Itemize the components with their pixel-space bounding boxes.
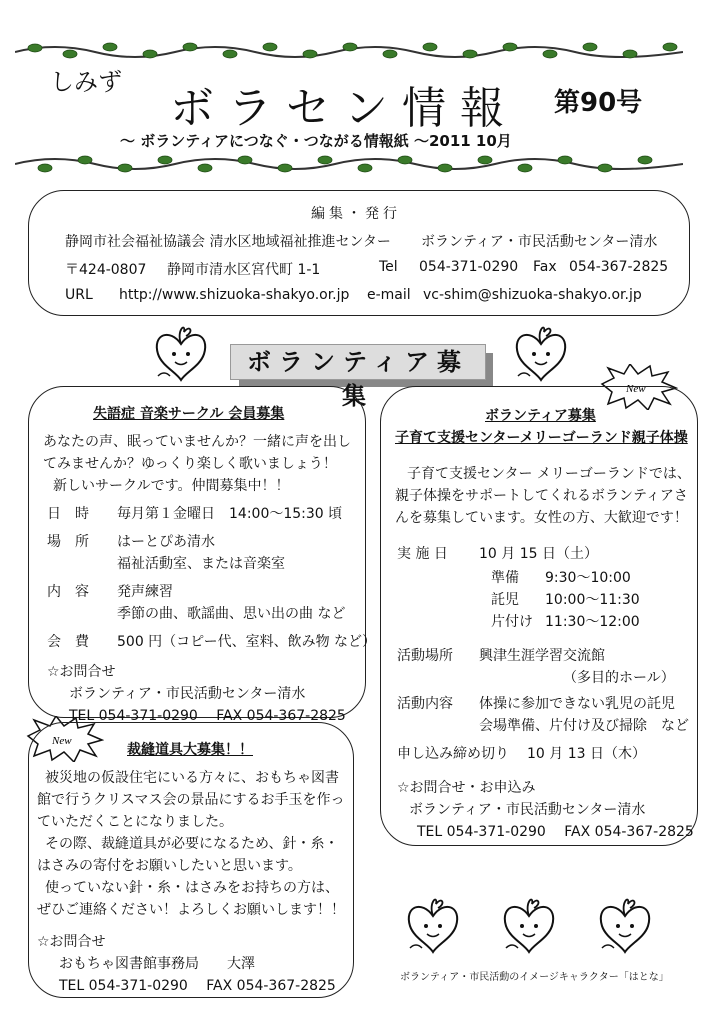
sewing-contact-heading: ☆お問合せ [37,934,106,950]
parenting-body-line: んを募集しています。女性の方、大歓迎です！ [395,510,688,526]
title-prefix: しみず [50,68,122,96]
sewing-contact-org: おもちゃ図書館事務局 大澤 [59,956,255,972]
sewing-body-line: 被災地の仮設住宅にいる方々に、おもちゃ図書 [45,770,339,786]
sewing-body-line: ぜひご連絡ください！よろしくお願いします！！ [37,902,345,918]
prep-time: 9:30～10:00 [545,570,631,586]
choir-place-detail: 福祉活動室、または音楽室 [117,556,285,572]
deadline-label: 申し込み締め切り [397,746,509,762]
choir-date: 毎月第１金曜日 14:00～15:30 頃 [117,506,343,522]
parenting-title: ボランティア募集 [485,408,596,424]
parenting-subtitle: 子育て支援センターメリーゴーランド親子体操 [395,430,688,446]
choir-date-label: 日 時 [47,506,89,522]
sewing-body-line: はさみの寄付をお願いしたいと思います。 [37,858,302,874]
parenting-activity-detail: 会場準備、片付け及び掃除 など [479,718,689,734]
parenting-body-line: 子育て支援センター メリーゴーランドでは、 [407,466,691,482]
mascot-hatona-icon [594,892,656,958]
parenting-contact-org: ボランティア・市民活動センター清水 [409,802,646,818]
sewing-title: 裁縫道具大募集！！ [127,742,253,758]
mascot-caption: ボランティア・市民活動のイメージキャラクター「はとな」 [400,972,669,983]
new-badge-text: New [626,383,646,395]
publisher-org: 静岡市社会福祉協議会 清水区地域福祉推進センター [65,234,391,250]
fax-label: Fax [533,259,557,275]
choir-intro-line: あなたの声、眠っていませんか？一緒に声を出し [43,434,351,450]
choir-circle-box [28,386,377,724]
choir-place-label: 場 所 [47,534,89,550]
choir-fee-label: 会 費 [47,634,89,650]
issue-number: 第90号 [554,88,643,118]
postal-code: 〒424-0807 [65,262,147,278]
mascot-hatona-icon [510,320,572,386]
choir-contact-tel: TEL 054-371-0290 FAX 054-367-2825 [69,708,346,724]
newsletter-subtitle: ～ ボランティアにつなぐ・つながる情報紙 ～2011 10月 [120,132,512,150]
choir-contact-heading: ☆お問合せ [47,664,116,680]
childcare-time: 10:00～11:30 [545,592,640,608]
newsletter-title: ボラセン情報 [170,83,518,134]
vine-decoration-bottom [15,152,683,176]
choir-intro-line: てみませんか？ゆっくり楽しく歌いましょう！ [43,456,337,472]
website-link[interactable]: http://www.shizuoka-shakyo.or.jp [119,287,350,303]
parenting-activity: 体操に参加できない乳児の託児 [479,696,675,712]
parenting-place: 興津生涯学習交流館 [479,648,605,664]
cleanup-time: 11:30～12:00 [545,614,640,630]
publisher-center: ボランティア・市民活動センター清水 [421,234,658,250]
parenting-date: 10 月 15 日（土） [479,546,598,562]
sewing-body-line: 使っていない針・糸・はさみをお持ちの方は、 [45,880,339,896]
sewing-body-line: その際、裁縫道具が必要になるため、針・糸・ [45,836,339,852]
publisher-box [28,190,690,316]
parenting-body-line: 親子体操をサポートしてくれるボランティアさ [395,488,688,504]
parenting-contact-heading: ☆お問合せ・お申込み [397,780,536,796]
mascot-hatona-icon [150,320,212,386]
parenting-place-label: 活動場所 [397,648,453,664]
parenting-date-label: 実 施 日 [397,546,448,562]
childcare-label: 託児 [491,592,519,608]
sewing-tools-box [28,722,354,998]
mascot-hatona-icon [402,892,464,958]
tel-label: Tel [379,259,398,275]
choir-place: はーとぴあ清水 [117,534,215,550]
tel-number: 054-371-0290 [419,259,519,275]
choir-content-detail: 季節の曲、歌謡曲、思い出の曲 など [117,606,346,622]
sewing-body-line: ていただくことになりました。 [37,814,233,830]
choir-content: 発声練習 [117,584,173,600]
choir-content-label: 内 容 [47,584,89,600]
sewing-body-line: 館で行うクリスマス会の景品にするお手玉を作っ [37,792,345,808]
choir-fee: 500 円（コピー代、室料、飲み物 など） [117,634,377,650]
banner-text: ボランティア募集 [246,348,470,410]
address: 静岡市清水区宮代町 1-1 [167,262,321,278]
choir-intro-line: 新しいサークルです。仲間募集中！！ [53,478,290,494]
prep-label: 準備 [491,570,519,586]
email-link[interactable]: vc-shim@shizuoka-shakyo.or.jp [423,287,642,303]
publisher-heading: 編集・発行 [311,206,401,222]
url-label: URL [65,287,93,303]
deadline-date: 10 月 13 日（木） [527,746,646,762]
mascot-hatona-icon [498,892,560,958]
choir-contact-org: ボランティア・市民活動センター清水 [69,686,306,702]
cleanup-label: 片付け [491,614,533,630]
new-badge-text: New [52,735,72,747]
vine-decoration-top [15,38,683,62]
fax-number: 054-367-2825 [569,259,669,275]
sewing-contact-tel: TEL 054-371-0290 FAX 054-367-2825 [59,978,336,994]
parenting-activity-label: 活動内容 [397,696,453,712]
choir-title: 失語症 音楽サークル 会員募集 [93,406,285,422]
parenting-contact-tel: TEL 054-371-0290 FAX 054-367-2825 [417,824,694,840]
parenting-volunteer-box [380,386,698,846]
parenting-place-detail: （多目的ホール） [563,670,675,686]
volunteer-recruitment-banner [230,344,486,410]
email-label: e-mail [367,287,411,303]
